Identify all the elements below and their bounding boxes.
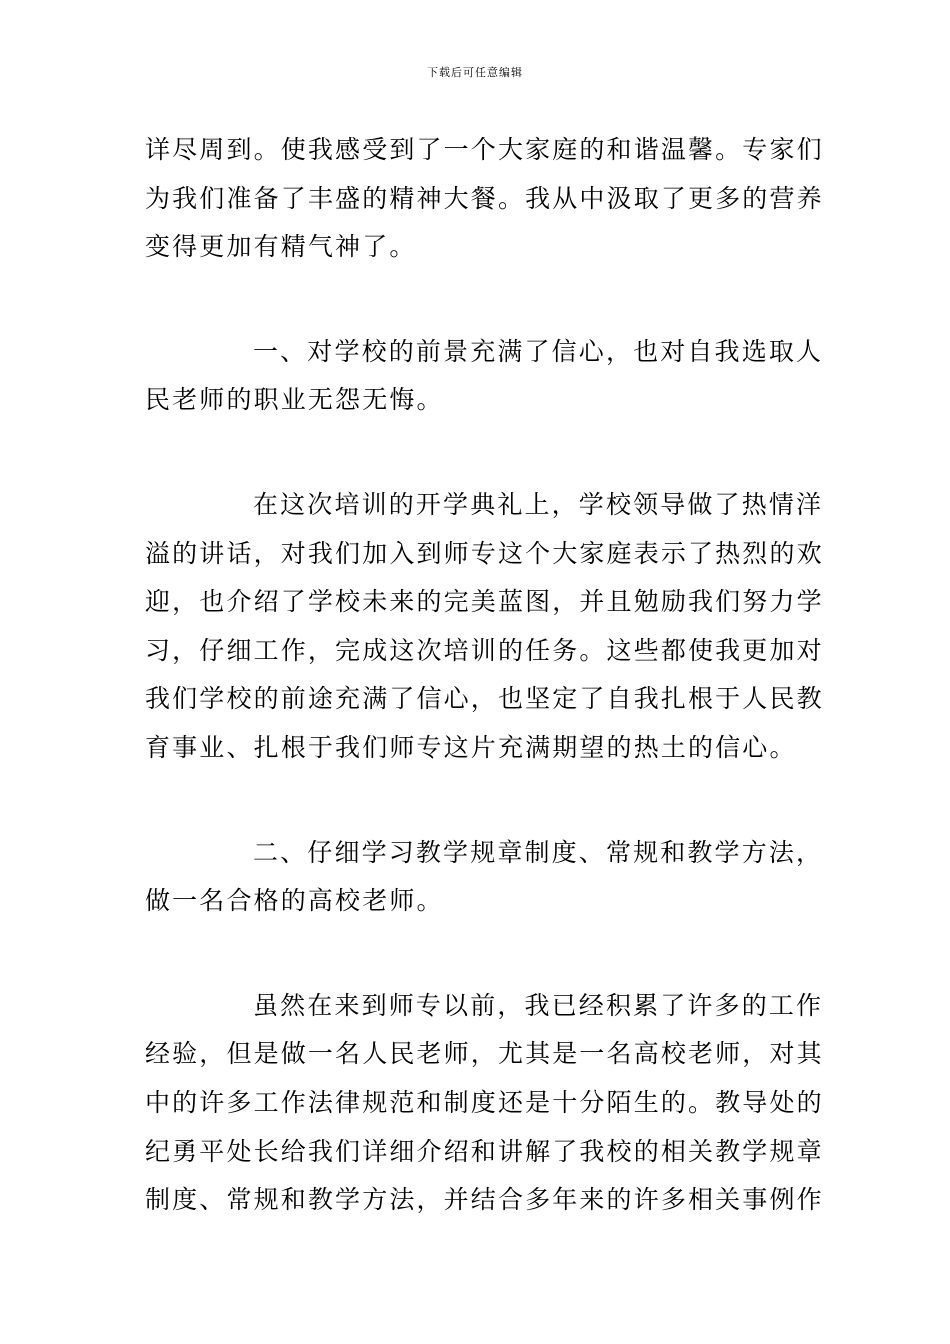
paragraph-gap (145, 425, 805, 481)
section-heading-2 (145, 829, 824, 926)
paragraph-gap (145, 926, 805, 982)
paragraph-3 (145, 982, 824, 1225)
text-line: 经验，但是做一名人民老师，尤其是一名高校老师，对其 (145, 1039, 824, 1069)
text-line: 一、对学校的前景充满了信心，也对自我选取人 (253, 336, 824, 366)
text-line: 做一名合格的高校老师。 (145, 886, 444, 916)
text-line: 我们学校的前途充满了信心，也坚定了自我扎根于人民教 (145, 684, 824, 714)
text-line: 制度、常规和教学方法，并结合多年来的许多相关事例作 (145, 1185, 824, 1215)
text-line: 二、仔细学习教学规章制度、常规和教学方法， (253, 837, 824, 867)
text-line: 民老师的职业无怨无悔。 (145, 385, 444, 415)
text-line: 虽然在来到师专以前，我已经积累了许多的工作 (253, 990, 824, 1020)
paragraph-gap (145, 773, 805, 829)
text-line: 变得更加有精气神了。 (145, 232, 417, 262)
text-line: 详尽周到。使我感受到了一个大家庭的和谐温馨。专家们 (145, 135, 824, 164)
text-line: 纪勇平处长给我们详细介绍和讲解了我校的相关教学规章 (145, 1136, 824, 1166)
page-header: 下载后可任意编辑 (427, 66, 523, 79)
text-line: 在这次培训的开学典礼上，学校领导做了热情洋 (253, 489, 824, 519)
text-line: 为我们准备了丰盛的精神大餐。我从中汲取了更多的营养 (145, 183, 824, 213)
paragraph-gap (145, 272, 805, 328)
document-body (145, 126, 824, 1225)
text-line: 中的许多工作法律规范和制度还是十分陌生的。教导处的 (145, 1087, 824, 1117)
text-line: 迎，也介绍了学校未来的完美蓝图，并且勉励我们努力学 (145, 587, 824, 617)
paragraph-2 (145, 481, 824, 773)
section-heading-1 (145, 328, 824, 425)
paragraph-1 (145, 126, 824, 272)
text-line: 育事业、扎根于我们师专这片充满期望的热土的信心。 (145, 732, 797, 762)
text-line: 溢的讲话，对我们加入到师专这个大家庭表示了热烈的欢 (145, 538, 824, 568)
text-line: 习，仔细工作，完成这次培训的任务。这些都使我更加对 (145, 635, 824, 665)
